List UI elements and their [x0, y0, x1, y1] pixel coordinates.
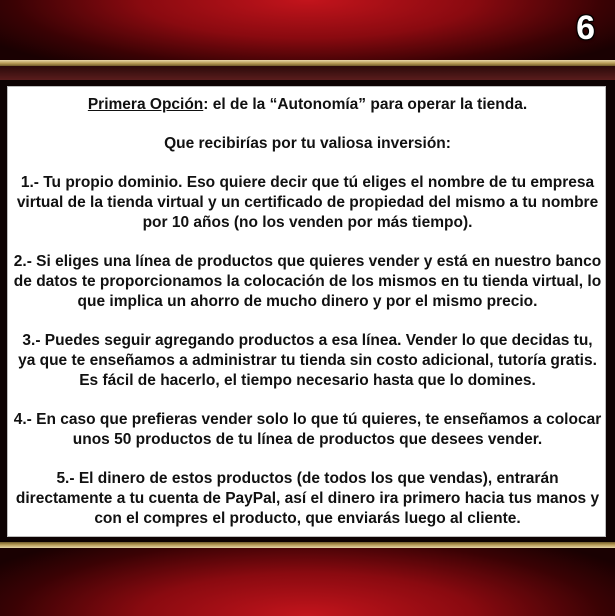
page-number: 6: [576, 9, 595, 47]
list-item: 1.- Tu propio dominio. Eso quiere decir que tú eliges el nombre de tu empresa virtual de la tienda virtual y un certificado de propiedad del mismo a tu nombre por 10 años (no los venden por más tiempo).: [16, 174, 599, 231]
top-banner: [0, 0, 615, 60]
subheading: Que recibirías por tu valiosa inversión:: [164, 135, 451, 152]
top-dark-strip: [0, 66, 615, 80]
list-item: 5.- El dinero de estos productos (de todos los que vendas), entrarán directamente a tu cuenta de PayPal, así el dinero ira primero hacia tus manos y con el compres el producto, que enviarás luego al cliente.: [15, 470, 600, 527]
bottom-banner: [0, 548, 615, 616]
heading-text: : el de la “Autonomía” para operar la tienda.: [203, 96, 528, 113]
list-item: 3.- Puedes seguir agregando productos a esa línea. Vender lo que decidas tu, ya que te enseñamos a administrar tu tienda sin costo adicional, tutoría gratis. Es fácil de hacerlo, el tiempo necesario hasta que lo domines.: [18, 332, 597, 389]
list-item: 4.- En caso que prefieras vender solo lo que tú quieres, te enseñamos a colocar unos 50 productos de tu línea de productos que desees vender.: [13, 411, 602, 448]
content-panel: [7, 86, 606, 537]
list-item: 2.- Si eliges una línea de productos que quieres vender y está en nuestro banco de datos te proporcionamos la colocación de los mismos en tu tienda virtual, lo que implica un ahorro de mucho dinero y por el mismo precio.: [13, 253, 602, 310]
heading: [8, 95, 607, 115]
heading-label: Primera Opción: [87, 96, 204, 113]
content-text: [8, 95, 607, 529]
